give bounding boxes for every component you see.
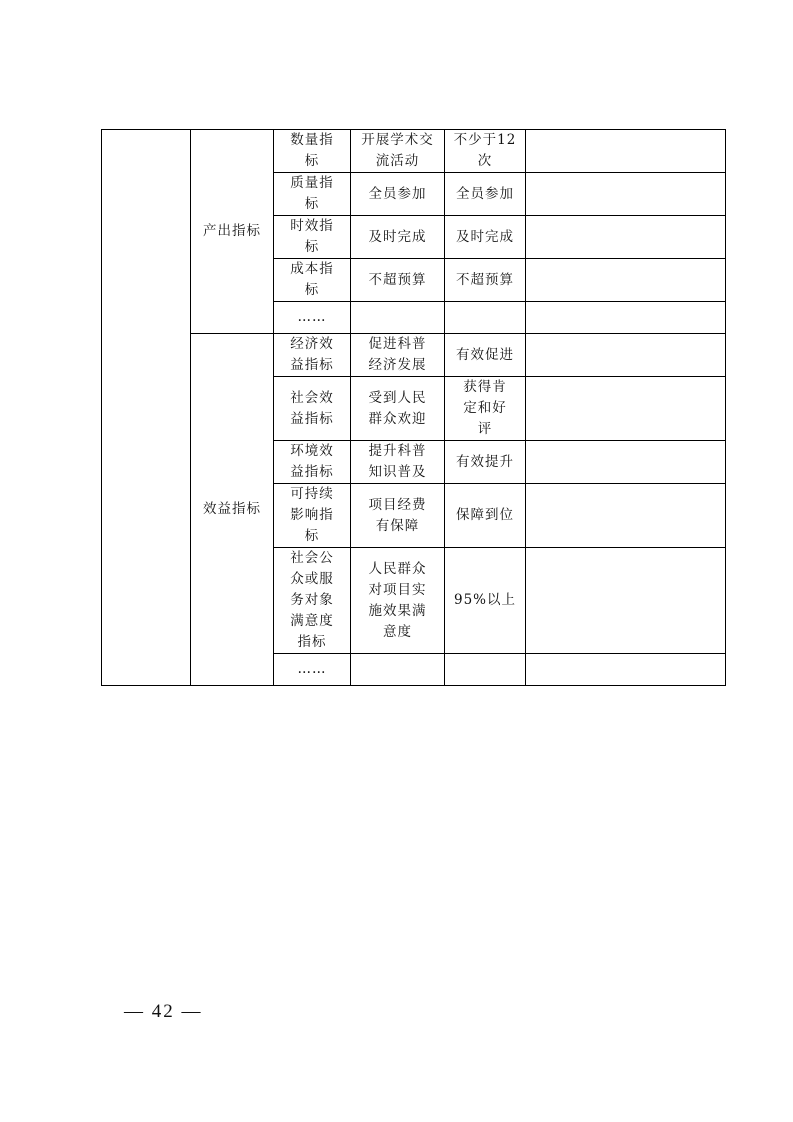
page-number: — 42 — [124,1001,203,1022]
indicator-note-cell [526,484,726,548]
performance-indicator-table [101,129,726,686]
indicator-note-cell [526,334,726,377]
indicator-note-cell [526,259,726,302]
indicator-note-cell [526,377,726,441]
indicator-note-cell [526,441,726,484]
indicator-name-cell: 经济效益指标 [274,334,351,377]
indicator-content-cell: 促进科普经济发展 [351,334,445,377]
indicator-note-cell [526,548,726,654]
indicator-content-cell [351,654,445,686]
indicator-target-cell: 及时完成 [445,216,526,259]
indicator-name-cell: 成本指标 [274,259,351,302]
indicator-name-cell: 时效指标 [274,216,351,259]
indicator-note-cell [526,173,726,216]
indicator-content-cell: 提升科普知识普及 [351,441,445,484]
indicator-name-cell: 可持续影响指标 [274,484,351,548]
indicator-target-cell [445,654,526,686]
first-level-indicator-cell [102,130,191,686]
indicator-target-cell: 不少于12次 [445,130,526,173]
table-row [102,130,726,173]
indicator-name-cell: …… [274,302,351,334]
indicator-content-cell: 及时完成 [351,216,445,259]
indicator-target-cell: 获得肯定和好评 [445,377,526,441]
indicator-note-cell [526,302,726,334]
indicator-content-cell: 不超预算 [351,259,445,302]
benefit-indicator-category: 效益指标 [191,334,274,686]
indicator-target-cell: 全员参加 [445,173,526,216]
indicator-name-cell: 社会公众或服务对象满意度指标 [274,548,351,654]
table-row [102,334,726,377]
indicator-name-cell: …… [274,654,351,686]
indicator-content-cell: 受到人民群众欢迎 [351,377,445,441]
indicator-content-cell: 项目经费有保障 [351,484,445,548]
indicator-target-cell: 保障到位 [445,484,526,548]
indicator-note-cell [526,654,726,686]
indicator-name-cell: 社会效益指标 [274,377,351,441]
output-indicator-category: 产出指标 [191,130,274,334]
indicator-name-cell: 数量指标 [274,130,351,173]
indicator-target-cell: 有效促进 [445,334,526,377]
indicator-target-cell: 不超预算 [445,259,526,302]
indicator-note-cell [526,216,726,259]
indicator-name-cell: 环境效益指标 [274,441,351,484]
indicator-target-cell: 95%以上 [445,548,526,654]
indicator-target-cell [445,302,526,334]
indicator-content-cell: 全员参加 [351,173,445,216]
indicator-name-cell: 质量指标 [274,173,351,216]
indicator-note-cell [526,130,726,173]
indicator-content-cell: 人民群众对项目实施效果满意度 [351,548,445,654]
indicator-content-cell [351,302,445,334]
indicator-target-cell: 有效提升 [445,441,526,484]
indicator-content-cell: 开展学术交流活动 [351,130,445,173]
